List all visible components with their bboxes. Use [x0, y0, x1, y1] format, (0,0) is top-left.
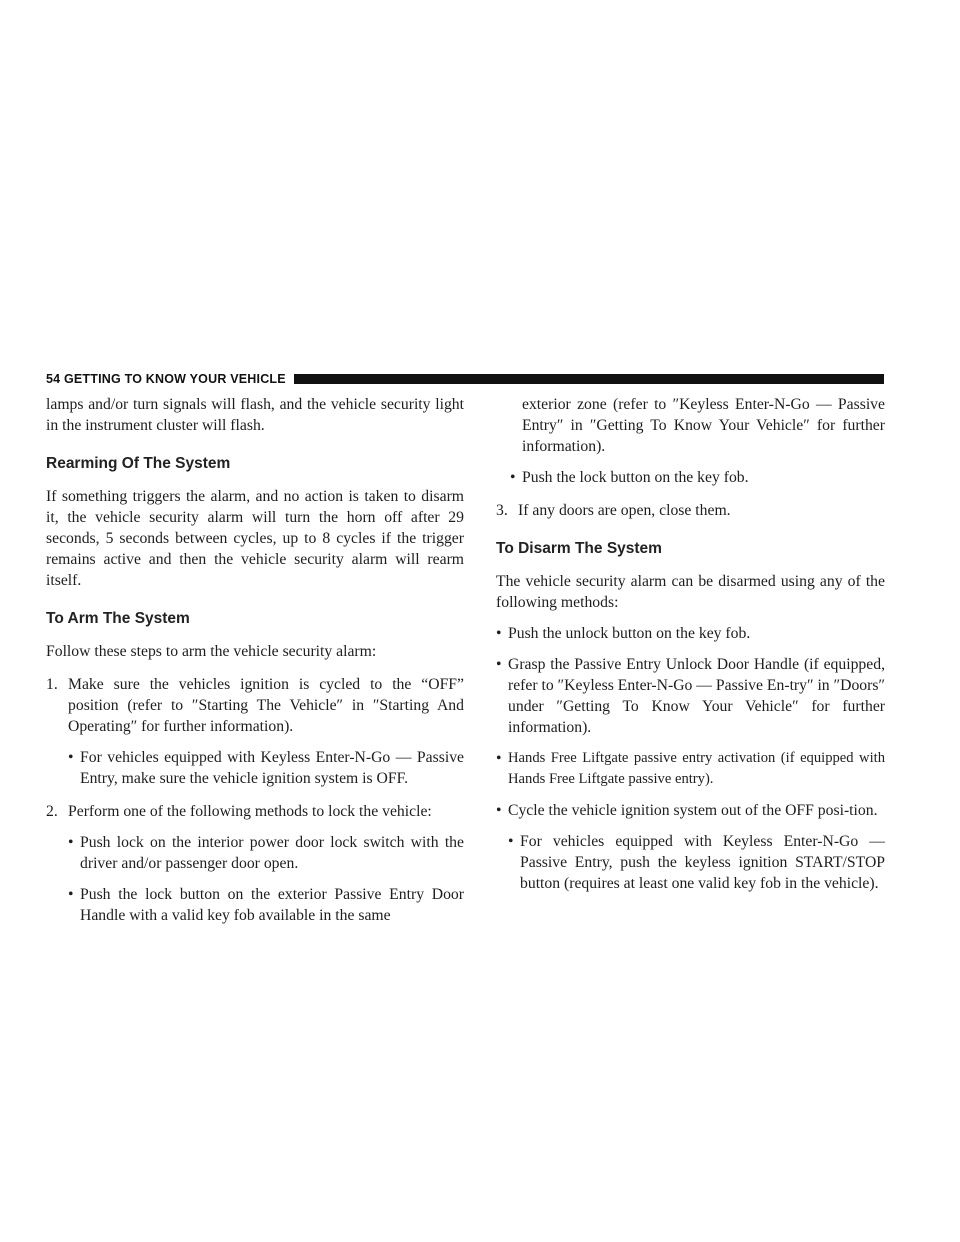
right-column	[496, 394, 885, 894]
list-item: • Cycle the vehicle ignition system out of the OFF posi-tion.	[496, 800, 885, 821]
disarm-heading: To Disarm The System	[496, 540, 662, 557]
continued-bullet-text: exterior zone (refer to ″Keyless Enter-N-Go — Passive Entry″ in ″Getting To Know Your Vehicle″ for further information).	[522, 396, 885, 455]
list-item: • Push the lock button on the exterior Passive Entry Door Handle with a valid key fob available in the same	[68, 886, 464, 924]
list-item: • Hands Free Liftgate passive entry activation (if equipped with Hands Free Liftgate passive entry).	[496, 748, 885, 790]
step-1-text: Make sure the vehicles ignition is cycled to the “OFF” position (refer to ″Starting The Vehicle″ in ″Starting And Operating″ for further information).	[68, 676, 464, 735]
left-column	[46, 394, 464, 926]
step-2-text: Perform one of the following methods to lock the vehicle:	[68, 803, 432, 820]
list-item: • Push lock on the interior power door lock switch with the driver and/or passenger door open.	[68, 834, 464, 872]
rearm-paragraph: If something triggers the alarm, and no action is taken to disarm it, the vehicle security alarm will turn the horn off after 29 seconds, 5 seconds between cycles, up to 8 cycles if the trigger remains active and then the vehicle security alarm will rearm itself.	[46, 488, 464, 589]
step-2-bullet-1: Push lock on the interior power door lock switch with the driver and/or passenger door open.	[80, 834, 464, 872]
list-item: 3. If any doors are open, close them.	[496, 500, 885, 521]
header-rule	[294, 374, 884, 384]
step-1-bullet: For vehicles equipped with Keyless Enter-N-Go — Passive Entry, make sure the vehicle ignition system is OFF.	[80, 749, 464, 787]
arm-intro: Follow these steps to arm the vehicle security alarm:	[46, 643, 377, 660]
disarm-bullet-2: Grasp the Passive Entry Unlock Door Handle (if equipped, refer to ″Keyless Enter-N-Go — Passive En-try″ in ″Doors″ under ″Getting To Know Your Vehicle″ for further information).	[508, 656, 885, 736]
list-item: 1. Make sure the vehicles ignition is cycled to the “OFF” position (refer to ″Starting The Vehicle″ in ″Starting And Operating″ for further information).	[46, 676, 464, 735]
disarm-intro: The vehicle security alarm can be disarmed using any of the following methods:	[496, 573, 885, 611]
list-item: • For vehicles equipped with Keyless Enter-N-Go — Passive Entry, push the keyless ignition START/STOP button (requires at least one valid key fob in the vehicle).	[508, 833, 885, 892]
rearm-heading: Rearming Of The System	[46, 455, 231, 472]
step-3-text: If any doors are open, close them.	[518, 502, 731, 519]
list-item: • Grasp the Passive Entry Unlock Door Handle (if equipped, refer to ″Keyless Enter-N-Go — Passive En-try″ in ″Doors″ under ″Getting To Know Your Vehicle″ for further information).	[496, 656, 885, 736]
disarm-bullet-4: Cycle the vehicle ignition system out of the OFF posi-tion.	[508, 802, 878, 819]
disarm-bullet-3: Hands Free Liftgate passive entry activation (if equipped with Hands Free Liftgate passive entry).	[508, 750, 885, 787]
page-number-section-title: 54 GETTING TO KNOW YOUR VEHICLE	[46, 372, 286, 386]
list-item: 2. Perform one of the following methods to lock the vehicle:	[46, 801, 464, 822]
list-item: • Push the unlock button on the key fob.	[496, 623, 885, 644]
page-header	[46, 370, 884, 388]
step-2-bullet-3: Push the lock button on the key fob.	[522, 469, 749, 486]
disarm-bullet-1: Push the unlock button on the key fob.	[508, 625, 751, 642]
arm-heading: To Arm The System	[46, 610, 190, 627]
list-item: • Push the lock button on the key fob.	[510, 467, 885, 488]
list-item: • For vehicles equipped with Keyless Enter-N-Go — Passive Entry, make sure the vehicle ignition system is OFF.	[68, 749, 464, 787]
disarm-sub-bullet: For vehicles equipped with Keyless Enter-N-Go — Passive Entry, push the keyless ignition START/STOP button (requires at least one valid key fob in the vehicle).	[520, 833, 885, 892]
intro-paragraph: lamps and/or turn signals will flash, and the vehicle security light in the instrument cluster will flash.	[46, 396, 464, 434]
step-2-bullet-2: Push the lock button on the exterior Passive Entry Door Handle with a valid key fob available in the same	[80, 886, 464, 924]
